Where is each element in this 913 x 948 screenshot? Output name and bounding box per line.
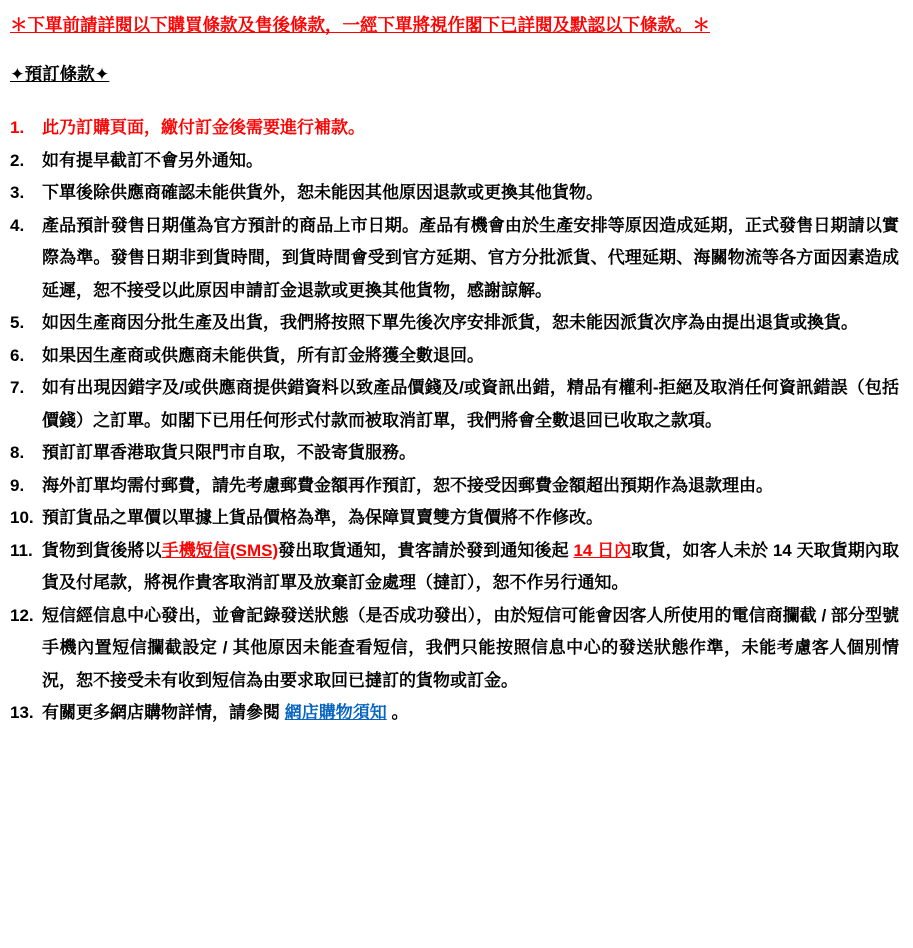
term-text-segment: 產品預計發售日期僅為官方預計的商品上市日期。產品有機會由於生產安排等原因造成延期，正式發售日期請以實際為準。發售日期非到貨時間，到貨時間會受到官方延期、官方分批派貨、代理延期、海關物流等各方面因素造成延遲，恕不接受以此原因申請訂金退款或更換其他貨物，感謝諒解。 [42, 215, 899, 300]
term-text [42, 112, 899, 145]
term-text [42, 145, 899, 178]
term-number: 8. [10, 443, 25, 462]
term-text [42, 307, 899, 340]
term-item [10, 210, 899, 308]
term-number: 5. [10, 313, 25, 332]
term-number: 1. [10, 118, 25, 137]
term-item [10, 697, 899, 730]
term-text-segment: 如因生產商因分批生產及出貨，我們將按照下單先後次序安排派貨，恕未能因派貨次序為由提出退貨或換貨。 [42, 313, 858, 332]
terms-list [10, 112, 899, 730]
term-item [10, 437, 899, 470]
term-text-segment: 發出取貨通知，貴客請於發到通知後起 [278, 540, 574, 560]
term-text-segment: 如有提早截訂不會另外通知。 [42, 150, 263, 170]
term-item [10, 307, 899, 340]
term-text [42, 437, 899, 470]
term-number: 6. [10, 345, 25, 365]
term-item [10, 145, 899, 178]
term-number: 9. [10, 475, 25, 495]
term-text-segment: 短信經信息中心發出，並會記錄發送狀態（是否成功發出），由於短信可能會因客人所使用的電信商攔截 / 部分型號手機內置短信攔截設定 / 其他原因未能查看短信，我們只能按照信息中心的發送狀態作準，未能考慮客人個別情況，恕不接受未有收到短信為由要求取回已撻訂的貨物或訂金。 [42, 605, 899, 690]
term-text [42, 177, 899, 210]
term-item [10, 372, 899, 437]
term-item [10, 502, 899, 535]
term-number: 11. [10, 540, 33, 560]
term-text-segment: 此乃訂購頁面，繳付訂金後需要進行補款。 [42, 118, 365, 137]
term-text-segment: 預訂訂單香港取貨只限門市自取，不設寄貨服務。 [42, 443, 416, 462]
term-number: 2. [10, 150, 25, 170]
highlighted-text: 手機短信(SMS) [161, 540, 279, 560]
term-text [42, 502, 899, 535]
purchase-notice-heading: ＊下單前請詳閱以下購買條款及售後條款，一經下單將視作閣下已詳閱及默認以下條款。＊ [10, 15, 710, 35]
term-item [10, 340, 899, 373]
term-number: 13. [10, 703, 34, 722]
term-text-segment: 海外訂單均需付郵費，請先考慮郵費金額再作預訂，恕不接受因郵費金額超出預期作為退款理由。 [42, 475, 773, 495]
term-item [10, 177, 899, 210]
term-text [42, 535, 899, 600]
term-number: 7. [10, 378, 25, 397]
term-text [42, 600, 899, 698]
term-text [42, 697, 899, 730]
preorder-terms-heading: ✦預訂條款✦ [10, 64, 110, 84]
term-text-segment: 如有出現因錯字及/或供應商提供錯資料以致產品價錢及/或資訊出錯，精品有權利-拒絕及取消任何資訊錯誤（包括價錢）之訂單。如閣下已用任何形式付款而被取消訂單，我們將會全數退回已收取之款項。 [42, 378, 899, 430]
term-item [10, 112, 899, 145]
term-text-segment: 下單後除供應商確認未能供貨外，恕未能因其他原因退款或更換其他貨物。 [42, 183, 603, 202]
term-number: 10. [10, 508, 34, 527]
term-text [42, 372, 899, 437]
term-text-segment: 如果因生產商或供應商未能供貨，所有訂金將獲全數退回。 [42, 345, 484, 365]
term-text [42, 210, 899, 308]
term-text-segment: 有關更多網店購物詳情，請參閱 [42, 703, 285, 722]
term-number: 12. [10, 605, 34, 625]
term-text-segment: 預訂貨品之單價以單據上貨品價格為準，為保障買賣雙方貨價將不作修改。 [42, 508, 603, 527]
term-number: 4. [10, 215, 25, 235]
term-text-segment: 貨物到貨後將以 [42, 540, 162, 560]
term-item [10, 535, 899, 600]
term-item [10, 470, 899, 503]
term-text-segment: 。 [386, 703, 409, 722]
term-text-segment: 取貨，如客人未於 14 天取貨期內取貨及付尾款，將視作貴客取消訂單及放棄訂金處理（撻訂），恕不作另行通知。 [42, 540, 899, 592]
shop-guide-link[interactable]: 網店購物須知 [284, 703, 387, 722]
term-text [42, 340, 899, 373]
highlighted-text: 14 日內 [573, 540, 632, 560]
term-number: 3. [10, 183, 25, 202]
term-text [42, 470, 899, 503]
term-item [10, 600, 899, 698]
